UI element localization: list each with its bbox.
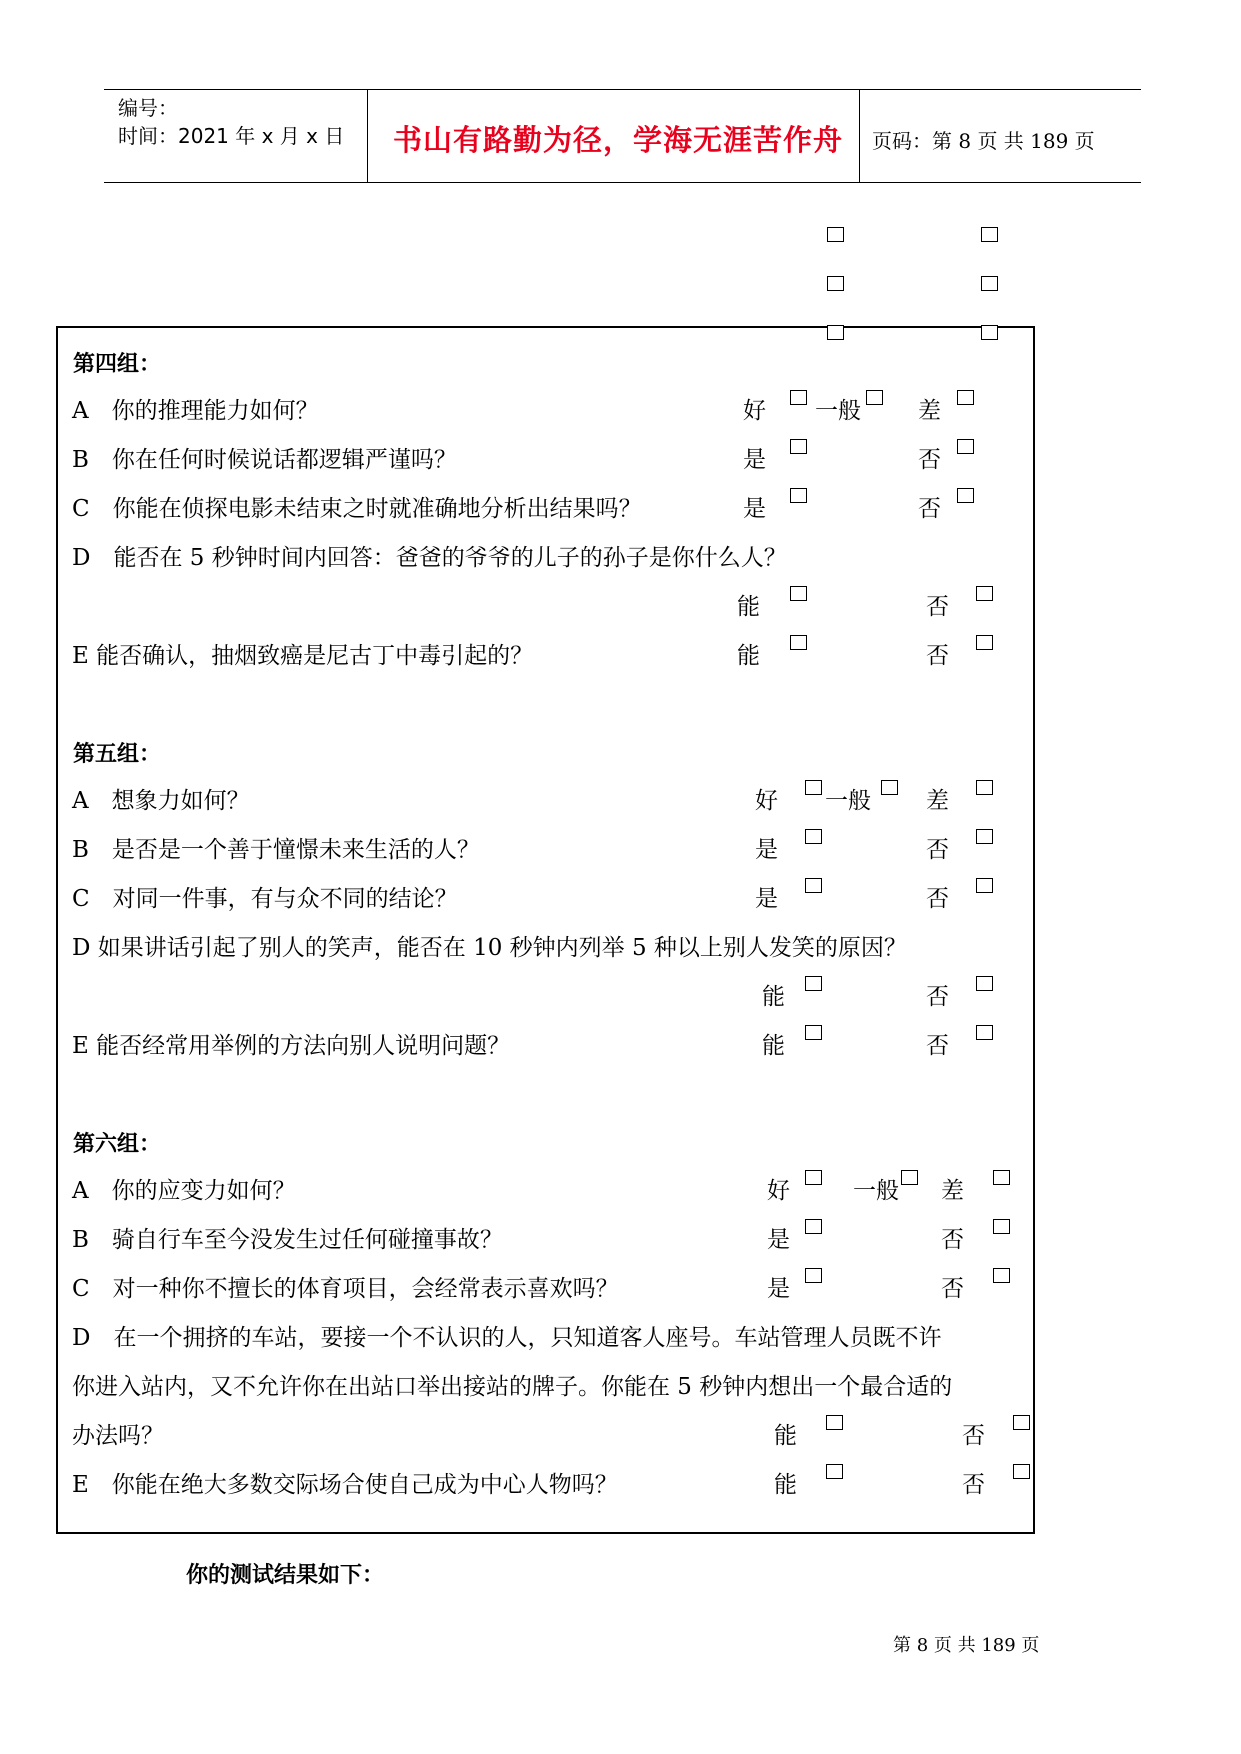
option-label: 好 <box>743 398 766 424</box>
option-label: 能 <box>774 1423 797 1449</box>
checkbox-poor[interactable] <box>957 390 974 405</box>
option-label: 能 <box>774 1472 797 1498</box>
option-label: 是 <box>767 1227 790 1253</box>
option-label: 差 <box>941 1178 964 1204</box>
question-4c: C 你能在侦探电影未结束之时就准确地分析出结果吗？ <box>72 496 642 522</box>
checkbox-good[interactable] <box>805 1170 822 1185</box>
checkbox-no[interactable] <box>1013 1464 1030 1479</box>
checkbox-good[interactable] <box>790 390 807 405</box>
option-label: 否 <box>926 984 949 1010</box>
question-5b: B 是否是一个善于憧憬未来生活的人？ <box>72 837 480 863</box>
option-label: 否 <box>962 1472 985 1498</box>
group-6-title: 第六组： <box>73 1132 162 1157</box>
checkbox-no[interactable] <box>993 1219 1010 1234</box>
checkbox-average[interactable] <box>866 390 883 405</box>
option-label: 否 <box>926 886 949 912</box>
checkbox-can[interactable] <box>790 586 807 601</box>
checkbox-no[interactable] <box>993 1268 1010 1283</box>
option-label: 否 <box>918 447 941 473</box>
motto: 书山有路勤为径，学海无涯苦作舟 <box>393 123 844 157</box>
option-label: 是 <box>767 1276 790 1302</box>
option-label: 否 <box>926 594 949 620</box>
page-footer: 第 8 页 共 189 页 <box>893 1635 1040 1656</box>
checkbox[interactable] <box>981 276 998 291</box>
header-page-info: 页码：第 8 页 共 189 页 <box>872 129 1095 153</box>
option-label: 否 <box>962 1423 985 1449</box>
checkbox-no[interactable] <box>976 878 993 893</box>
option-label: 否 <box>926 643 949 669</box>
option-label: 否 <box>918 496 941 522</box>
checkbox-yes[interactable] <box>790 488 807 503</box>
question-4a: A 你的推理能力如何？ <box>72 398 319 424</box>
option-label: 否 <box>941 1227 964 1253</box>
checkbox-yes[interactable] <box>805 829 822 844</box>
checkbox-poor[interactable] <box>976 780 993 795</box>
checkbox-average[interactable] <box>901 1170 918 1185</box>
checkbox-yes[interactable] <box>805 1219 822 1234</box>
option-label: 好 <box>767 1178 790 1204</box>
question-4e: E 能否确认，抽烟致癌是尼古丁中毒引起的？ <box>72 643 534 669</box>
checkbox-average[interactable] <box>881 780 898 795</box>
checkbox-can[interactable] <box>790 635 807 650</box>
question-6d-line1: D 在一个拥挤的车站，要接一个不认识的人，只知道客人座号。车站管理人员既不许 <box>72 1325 942 1351</box>
question-6b: B 骑自行车至今没发生过任何碰撞事故？ <box>72 1227 503 1253</box>
option-label: 能 <box>762 984 785 1010</box>
checkbox-yes[interactable] <box>790 439 807 454</box>
checkbox-no[interactable] <box>976 829 993 844</box>
checkbox-can[interactable] <box>805 1025 822 1040</box>
checkbox-no[interactable] <box>976 1025 993 1040</box>
question-5c: C 对同一件事，有与众不同的结论？ <box>72 886 458 912</box>
checkbox-poor[interactable] <box>993 1170 1010 1185</box>
group-5-title: 第五组： <box>73 742 162 767</box>
option-label: 好 <box>755 788 778 814</box>
checkbox-no[interactable] <box>1013 1415 1030 1430</box>
option-label: 否 <box>926 837 949 863</box>
option-label: 能 <box>762 1033 785 1059</box>
header-bottom-rule <box>104 182 1141 183</box>
checkbox[interactable] <box>981 325 998 340</box>
question-4d: D 能否在 5 秒钟时间内回答：爸爸的爷爷的儿子的孙子是你什么人？ <box>72 545 787 571</box>
question-5a: A 想象力如何？ <box>72 788 250 814</box>
option-label: 能 <box>737 643 760 669</box>
checkbox-no[interactable] <box>976 976 993 991</box>
option-label: 是 <box>755 886 778 912</box>
question-5e: E 能否经常用举例的方法向别人说明问题？ <box>72 1033 511 1059</box>
header-divider-right <box>859 89 860 183</box>
question-6c: C 对一种你不擅长的体育项目，会经常表示喜欢吗？ <box>72 1276 619 1302</box>
checkbox[interactable] <box>981 227 998 242</box>
checkbox-good[interactable] <box>805 780 822 795</box>
question-5d: D 如果讲话引起了别人的笑声，能否在 10 秒钟内列举 5 种以上别人发笑的原因？ <box>72 935 907 961</box>
question-6d-line3: 办法吗？ <box>72 1423 164 1449</box>
option-label: 是 <box>743 447 766 473</box>
question-4b: B 你在任何时候说话都逻辑严谨吗？ <box>72 447 457 473</box>
option-label: 一般 <box>825 788 871 814</box>
checkbox-can[interactable] <box>826 1415 843 1430</box>
checkbox-no[interactable] <box>976 635 993 650</box>
result-heading: 你的测试结果如下： <box>186 1563 385 1588</box>
checkbox-can[interactable] <box>805 976 822 991</box>
option-label: 差 <box>926 788 949 814</box>
option-label: 差 <box>918 398 941 424</box>
checkbox[interactable] <box>827 276 844 291</box>
header-divider-left <box>367 89 368 183</box>
time-label: 时间：2021 年 x 月 x 日 <box>118 124 345 148</box>
checkbox-can[interactable] <box>826 1464 843 1479</box>
question-6e: E 你能在绝大多数交际场合使自己成为中心人物吗？ <box>72 1472 618 1498</box>
checkbox-yes[interactable] <box>805 878 822 893</box>
option-label: 否 <box>941 1276 964 1302</box>
option-label: 一般 <box>853 1178 899 1204</box>
question-6d-line2: 你进入站内，又不允许你在出站口举出接站的牌子。你能在 5 秒钟内想出一个最合适的 <box>72 1374 953 1400</box>
checkbox-no[interactable] <box>976 586 993 601</box>
checkbox-no[interactable] <box>957 439 974 454</box>
option-label: 一般 <box>815 398 861 424</box>
option-label: 是 <box>755 837 778 863</box>
checkbox[interactable] <box>827 227 844 242</box>
option-label: 是 <box>743 496 766 522</box>
option-label: 否 <box>926 1033 949 1059</box>
checkbox-no[interactable] <box>957 488 974 503</box>
serial-label: 编号： <box>118 96 178 120</box>
option-label: 能 <box>737 594 760 620</box>
group-4-title: 第四组： <box>73 352 162 377</box>
checkbox[interactable] <box>827 325 844 340</box>
checkbox-yes[interactable] <box>805 1268 822 1283</box>
header-top-rule <box>104 89 1141 90</box>
question-6a: A 你的应变力如何？ <box>72 1178 296 1204</box>
